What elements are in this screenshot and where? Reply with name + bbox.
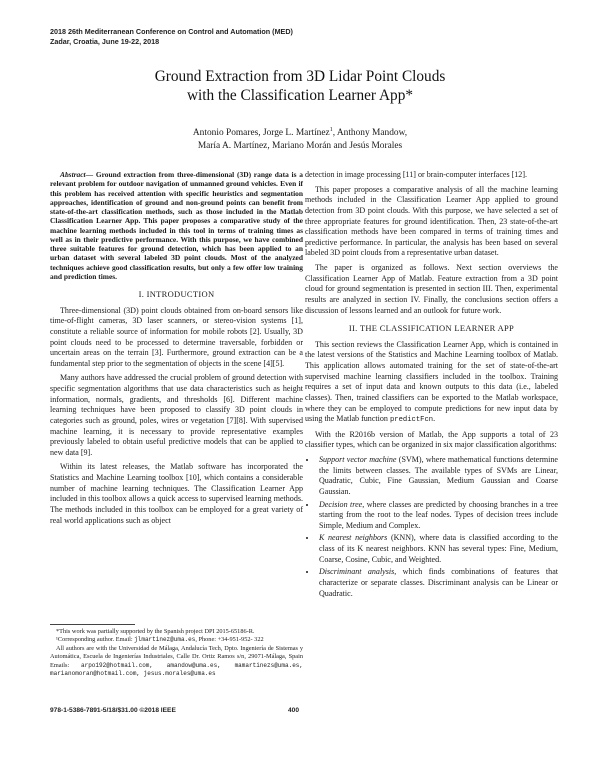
intro-paragraph-4: This paper proposes a comparative analysis of all the machine learning methods included in the Classification Learner App applied to ground detection from 3D point clouds. With this purpose, we have selected a set of three appropriate features for ground identification. Then, 23 state-of-the-art classification methods have been compared in terms of training times and predictive performance. In particular, the analysis has been based on several labeled 3D point clouds from a representative urban dataset. [305, 184, 558, 258]
authors-part-b: , Anthony Mandow, [332, 128, 408, 139]
conference-location: Zadar, Croatia, June 19-22, 2018 [50, 36, 160, 46]
classifier-list [305, 455, 558, 599]
affiliation-text: All authors are with the Universidad de Málaga, Andalucía Tech, Dpto. Ingeniería de Sistemas y Automática, Escuela de Ingenierías Industriales, Calle Dr. Ortiz Ramos s/n, 29071-Málaga, Spain Emails: [50, 644, 303, 669]
footnote-funding: *This work was partially supported by the Spanish project DPI 2015-65186-R. [56, 628, 255, 635]
list-item [317, 567, 558, 599]
item-term: Support vector machine [319, 455, 397, 464]
item-text: (KNN), where data is classified according to the class of its K nearest neighbors. KNN has several types: Fine, Medium, Coarse, Cosine, Cubic, and Weighted. [319, 533, 559, 564]
intro-paragraph-3: Within its latest releases, the Matlab software has incorporated the Statistics and Machine Learning toolbox [10], which contains a considerable number of machine learning techniques. The Classification Learner App included in this toolbox allows a quick access to supervised learning methods. The methods included in this toolbox can be employed for a great variety of real world applications such as object [50, 462, 303, 525]
author-footnote-mark: 1 [329, 127, 333, 133]
list-item [317, 500, 558, 532]
abstract [50, 170, 303, 281]
section2-paragraph-1 [305, 340, 558, 426]
footnote-phone: , Phone: +34-951-952- 322 [195, 636, 264, 644]
page-number: 400 [288, 707, 300, 714]
authors-line-2: María A. Martínez, Mariano Morán and Jesús Morales [197, 141, 403, 152]
title-line-1: Ground Extraction from 3D Lidar Point Clouds [154, 68, 446, 85]
footnote-corresponding [50, 636, 303, 644]
intro-continuation: detection in image processing [11] or brain-computer interfaces [12]. [305, 170, 528, 179]
author-list [80, 124, 520, 153]
section2-paragraph-2: With the R2016b version of Matlab, the App supports a total of 23 classifier types, which can be organized in six major classification algorithms: [305, 429, 558, 450]
item-text: , which finds combinations of features that characterize or separate classes. Discriminant analysis can be Linear or Quadratic. [319, 567, 559, 598]
item-term: Decision tree [319, 499, 363, 509]
section-heading-introduction: I. INTRODUCTION [138, 289, 215, 299]
section-heading-classification-learner: II. THE CLASSIFICATION LEARNER APP [348, 323, 515, 334]
item-text: , where classes are predicted by choosing branches in a tree starting from the root to the leaf nodes. Types of decision trees include Simple, Medium and Complex. [319, 499, 559, 530]
conference-header [50, 27, 450, 46]
footnote-corresponding-label: ¹Corresponding author. Email: [56, 636, 135, 644]
footer-isbn: 978-1-5386-7891-5/18/$31.00 ©2018 IEEE [50, 707, 176, 714]
paper-title [60, 68, 540, 105]
item-term: Discriminant analysis [319, 567, 395, 577]
list-item [317, 455, 558, 498]
intro-paragraph-5: The paper is organized as follows. Next section overviews the Classification Learner App of Matlab. Feature extraction from a 3D point cloud for ground segmentation is presented in section III. Then, experimental results are analyzed in section IV. Finally, the conclusions section offers a discussion of lessons learned and an outlook for future work. [305, 263, 558, 315]
list-item [317, 533, 558, 565]
intro-paragraph-1: Three-dimensional (3D) point clouds obtained from on-board sensors like time-of-flight cameras, 3D laser scanners, or stereo-vision systems [1], constitute a reliable source of information for mobile robots [2]. Usually, 3D point clouds need to be processed to determine traversable, forbidden or uncertain areas on the terrain [3]. Furthermore, ground extraction can be a fundamental step prior to the segmentation of objects in the scene [4][5]. [50, 305, 303, 368]
author-emails: arpo192@hotmail.com, amandow@uma.es, mamartinezs@uma.es, marianomoran@hotmail.com, jesus.morales@uma.es [50, 661, 303, 678]
title-line-2: with the Classification Learner App* [187, 86, 413, 104]
authors-part-a: Antonio Pomares, Jorge L. Martínez [192, 128, 330, 139]
corresponding-email: jlmartinez@uma.es [134, 636, 196, 644]
footnote-affiliation [50, 645, 303, 679]
section2-p1-end: . [433, 414, 436, 424]
footnote-rule [50, 624, 135, 625]
conference-name: 2018 26th Mediterranean Conference on Control and Automation (MED) [50, 27, 293, 36]
section2-p1-text: This section reviews the Classification Learner App, which is contained in the latest versions of the Statistics and Machine Learning toolbox of Matlab. This application allows automated training for the set of state-of-the-art supervised machine learning classifiers included in the toolbox. Training requires a set of input data and known outputs to this data (i.e., labeled classes). Then, trained classifiers can be exported to the Matlab workspace, where they can be employed to compute predictions for new input data by using the Matlab function [305, 339, 558, 424]
item-text: (SVM), where mathematical functions determine the limits between classes. The available types of SVMs are Linear, Quadratic, Cubic, Fine Gaussian, Medium Gaussian and Coarse Gaussian. [319, 455, 558, 496]
abstract-text: — Ground extraction from three-dimensional (3D) range data is a relevant problem for outdoor navigation of unmanned ground vehicles. Even if this problem has received attention with specific heuristics and segmentation approaches, identification of ground and non-ground points can benefit from state-of-the-art classification methods, such as those included in the Matlab Classification Learner App. This paper proposes a comparative study of the machine learning methods included in this tool in terms of training times as well as in their predictive performance. With this purpose, we have combined three suitable features for ground detection, which has been applied to an urban dataset with several labeled 3D point clouds. Most of the analyzed techniques achieve good classification results, but only a few offer low training and prediction times. [50, 170, 303, 281]
item-term: K nearest neighbors [319, 533, 388, 543]
intro-paragraph-2: Many authors have addressed the crucial problem of ground detection with specific segmentation algorithms that use data characteristics such as height information, normals, gradients, and thresholds [6]. Different machine learning techniques have been proposed to classify 3D point clouds in categories such as ground, poles, wires or vegetation [7][8]. With supervised machine learning, it is necessary to provide representative examples previously labeled to obtain useful predictive models that can be applied to new data [9]. [50, 373, 303, 457]
abstract-label: Abstract [60, 170, 86, 179]
function-name: predictFcn [389, 416, 434, 425]
authors-line-1 [80, 124, 520, 140]
left-column [50, 170, 303, 530]
right-column [305, 170, 558, 601]
footnotes [50, 628, 303, 678]
